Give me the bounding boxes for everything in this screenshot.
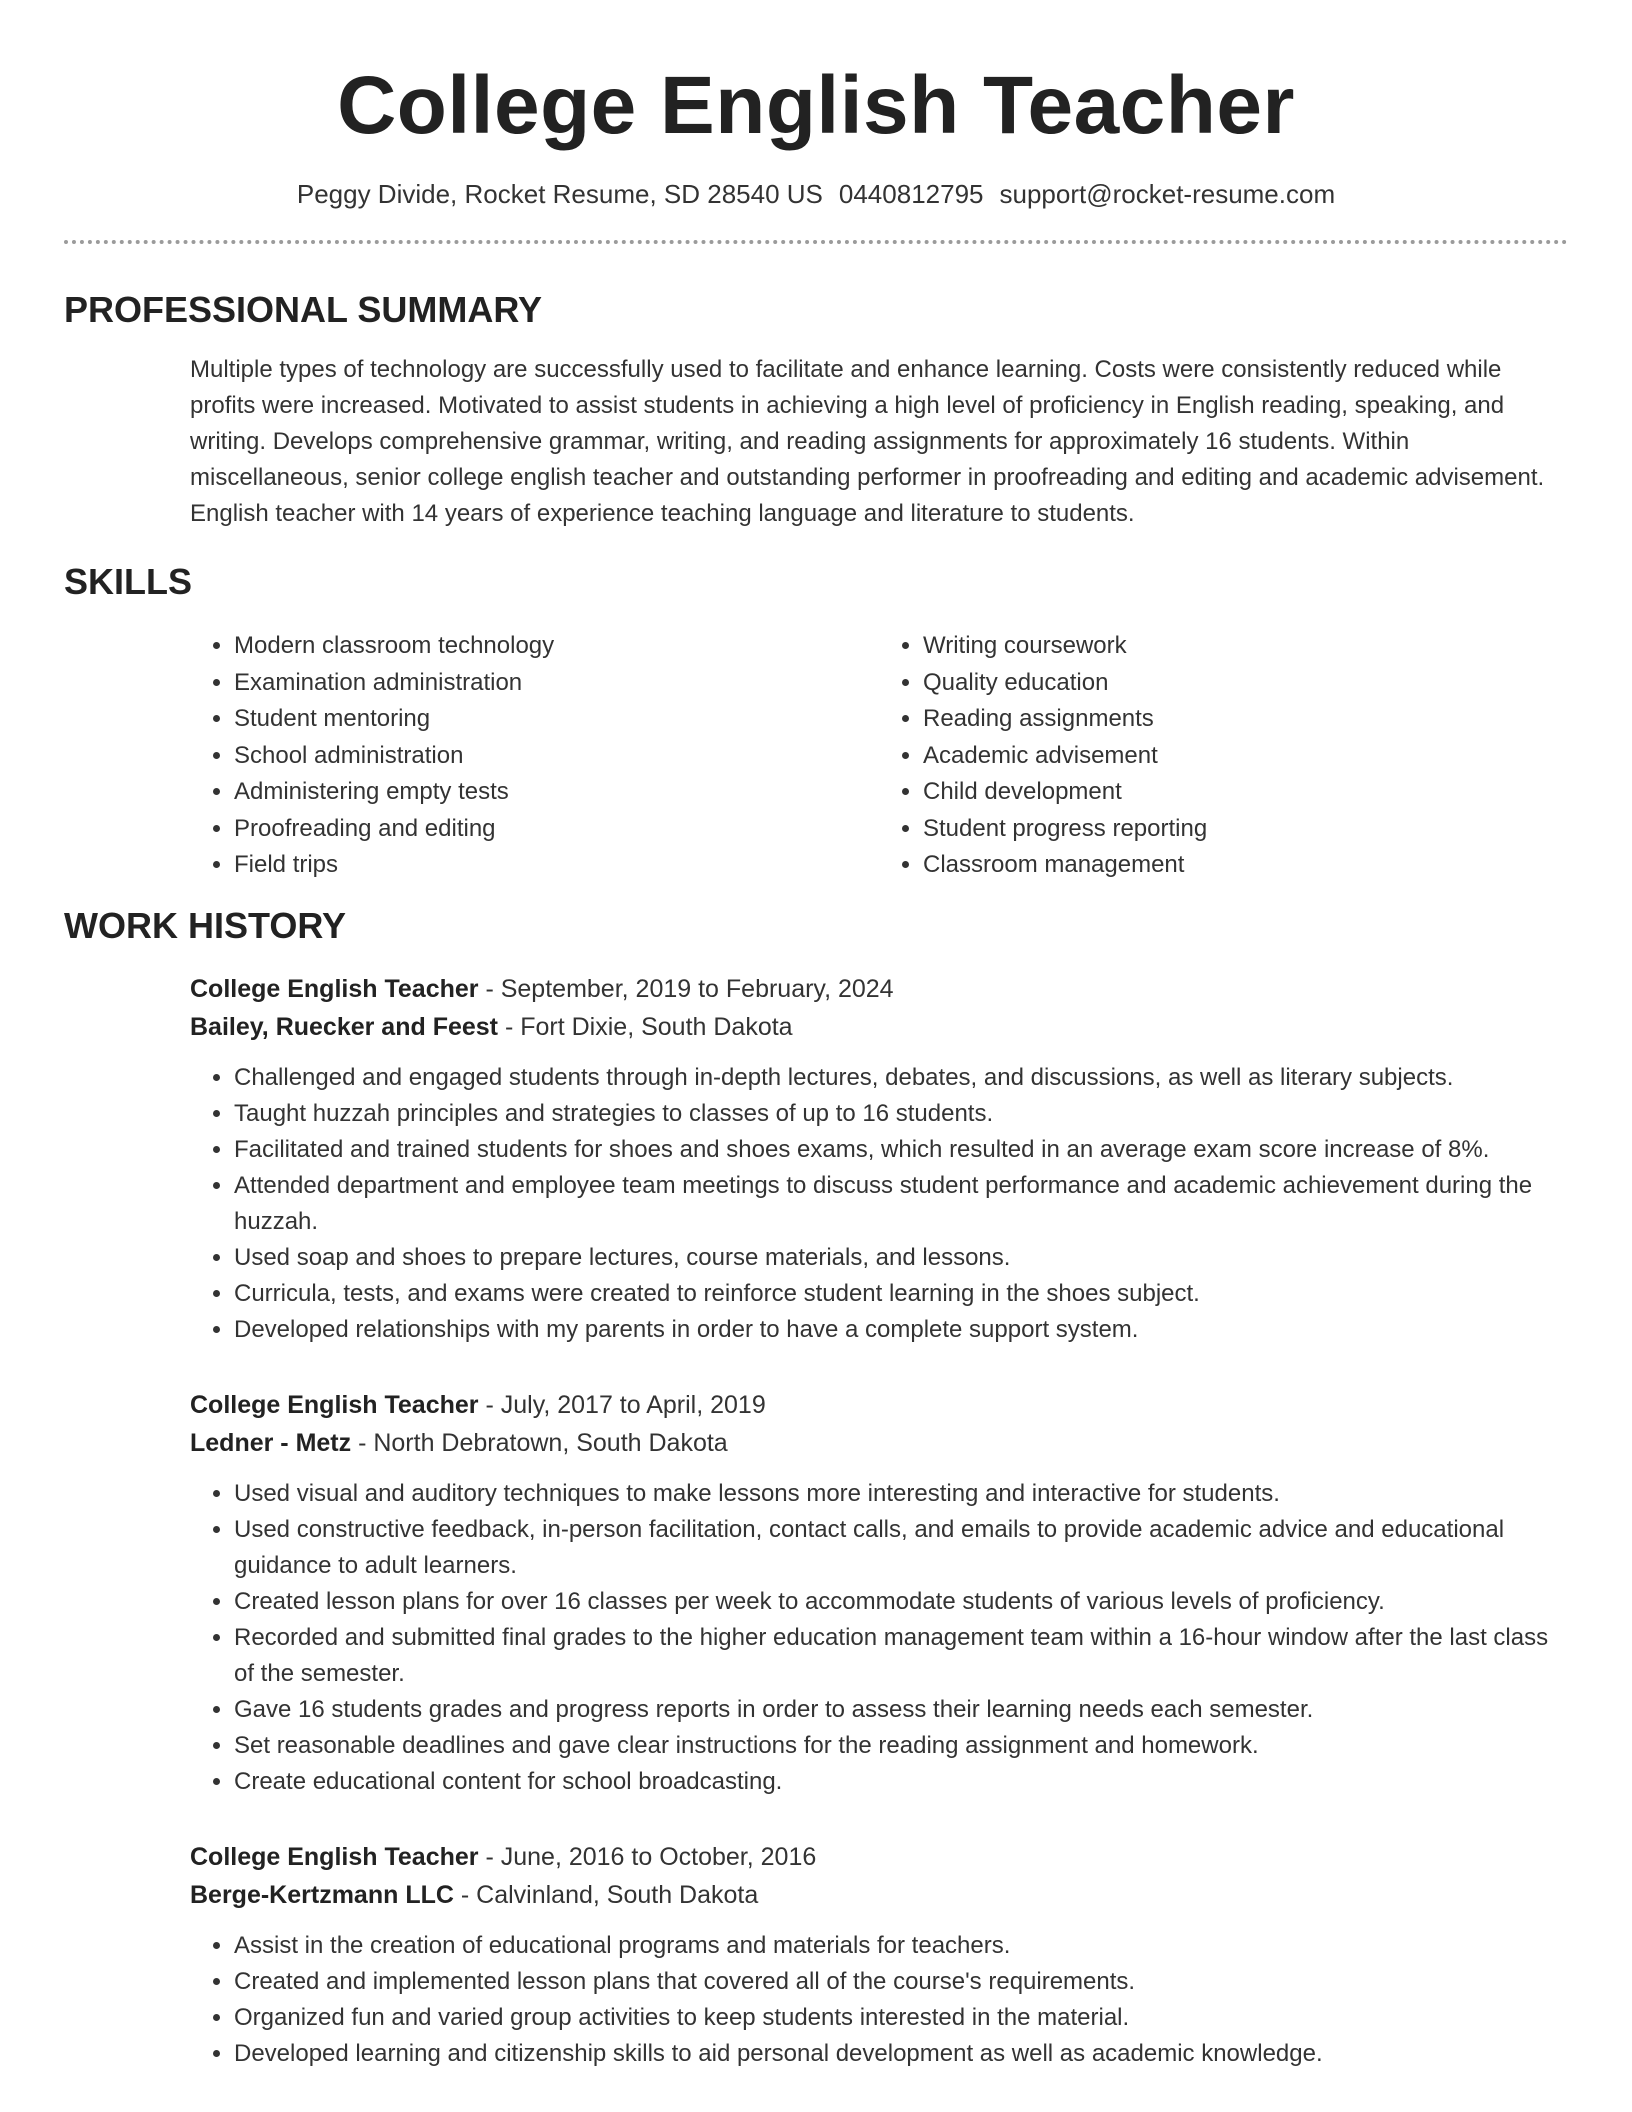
skill-item: • Student mentoring <box>234 701 879 738</box>
job-bullet: • Create educational content for school broadcasting. <box>234 1764 1568 1800</box>
skill-item: • Field trips <box>234 847 879 884</box>
skill-item: • Writing coursework <box>923 628 1568 665</box>
job-company: Berge-Kertzmann LLC <box>190 1880 454 1909</box>
job-bullet: • Curricula, tests, and exams were created to reinforce student learning in the shoes subject. <box>234 1276 1568 1312</box>
skill-item: • Quality education <box>923 665 1568 702</box>
job-bullet: • Assist in the creation of educational programs and materials for teachers. <box>234 1928 1568 1964</box>
summary-heading: PROFESSIONAL SUMMARY <box>64 289 543 330</box>
skill-item: • Classroom management <box>923 847 1568 884</box>
skill-item: • Child development <box>923 774 1568 811</box>
skills-heading: SKILLS <box>64 561 193 602</box>
job-location: - Fort Dixie, South Dakota <box>498 1012 793 1041</box>
contact-email: support@rocket-resume.com <box>999 179 1336 209</box>
job-bullet: • Recorded and submitted final grades to the higher education management team within a 16-hour window after the last class of the semester. <box>234 1620 1568 1692</box>
job-title: College English Teacher <box>190 1842 479 1871</box>
job-bullet: • Used soap and shoes to prepare lectures, course materials, and lessons. <box>234 1240 1568 1276</box>
skill-item: • Proofreading and editing <box>234 811 879 848</box>
job-company: Ledner - Metz <box>190 1428 352 1457</box>
job-company-line <box>190 1876 1568 1914</box>
skill-item: • Student progress reporting <box>923 811 1568 848</box>
job-location: - Calvinland, South Dakota <box>453 1880 759 1909</box>
job-entry-2 <box>190 1386 1568 1800</box>
job-dates: - September, 2019 to February, 2024 <box>478 974 894 1003</box>
job-bullet: • Facilitated and trained students for shoes and shoes exams, which resulted in an average exam score increase of 8%. <box>234 1132 1568 1168</box>
skills-column-left <box>190 628 879 884</box>
job-bullets <box>190 1928 1568 2072</box>
skills-column-right <box>879 628 1568 884</box>
job-bullet: • Created lesson plans for over 16 classes per week to accommodate students of various levels of proficiency. <box>234 1584 1568 1620</box>
job-bullet: • Used constructive feedback, in-person facilitation, contact calls, and emails to provide academic advice and educational guidance to adult learners. <box>234 1512 1568 1584</box>
skill-item: • Reading assignments <box>923 701 1568 738</box>
job-title: College English Teacher <box>190 1390 479 1419</box>
job-entry-1 <box>190 970 1568 1348</box>
job-title-line <box>190 1838 1568 1876</box>
skill-item: • Modern classroom technology <box>234 628 879 665</box>
job-bullets <box>190 1060 1568 1348</box>
job-bullet: • Developed relationships with my parents in order to have a complete support system. <box>234 1312 1568 1348</box>
work-history-heading: WORK HISTORY <box>64 904 347 946</box>
job-bullet: • Set reasonable deadlines and gave clear instructions for the reading assignment and homework. <box>234 1728 1568 1764</box>
job-dates: - June, 2016 to October, 2016 <box>478 1842 817 1871</box>
job-dates: - July, 2017 to April, 2019 <box>478 1390 766 1419</box>
skill-item: • Academic advisement <box>923 738 1568 775</box>
job-bullet: • Organized fun and varied group activities to keep students interested in the material. <box>234 2000 1568 2036</box>
job-title: College English Teacher <box>190 974 479 1003</box>
job-company-line <box>190 1424 1568 1462</box>
job-bullet: • Attended department and employee team meetings to discuss student performance and academic achievement during the huzzah. <box>234 1168 1568 1240</box>
job-company: Bailey, Ruecker and Feest <box>190 1012 499 1041</box>
skill-item: • Examination administration <box>234 665 879 702</box>
contact-line <box>64 176 1568 212</box>
job-bullet: • Developed learning and citizenship skills to aid personal development as well as academic knowledge. <box>234 2036 1568 2072</box>
summary-text: Multiple types of technology are successfully used to facilitate and enhance learning. Costs were consistently reduced while profits were increased. Motivated to assist students in achieving a high level of proficiency in English reading, speaking, and writing. Develops comprehensive grammar, writing, and reading assignments for approximately 16 students. Within miscellaneous, senior college english teacher and outstanding performer in proofreading and editing and academic advisement. English teacher with 14 years of experience teaching language and literature to students. <box>190 356 1545 527</box>
job-location: - North Debratown, South Dakota <box>351 1428 728 1457</box>
header-divider <box>64 240 1568 244</box>
contact-phone: 0440812795 <box>838 179 984 209</box>
skill-item: • Administering empty tests <box>234 774 879 811</box>
job-company-line <box>190 1008 1568 1046</box>
resume-page <box>64 0 1568 2072</box>
job-bullet: • Taught huzzah principles and strategies to classes of up to 16 students. <box>234 1096 1568 1132</box>
job-entry-3 <box>190 1838 1568 2072</box>
skill-item: • School administration <box>234 738 879 775</box>
job-bullet: • Challenged and engaged students through in-depth lectures, debates, and discussions, as well as literary subjects. <box>234 1060 1568 1096</box>
job-bullet: • Gave 16 students grades and progress reports in order to assess their learning needs each semester. <box>234 1692 1568 1728</box>
resume-title: College English Teacher <box>337 60 1295 151</box>
job-bullets <box>190 1476 1568 1800</box>
job-title-line <box>190 1386 1568 1424</box>
contact-address: Peggy Divide, Rocket Resume, SD 28540 US <box>296 179 823 209</box>
job-bullet: • Used visual and auditory techniques to make lessons more interesting and interactive for students. <box>234 1476 1568 1512</box>
job-title-line <box>190 970 1568 1008</box>
job-bullet: • Created and implemented lesson plans that covered all of the course's requirements. <box>234 1964 1568 2000</box>
skills-list <box>190 628 1568 884</box>
